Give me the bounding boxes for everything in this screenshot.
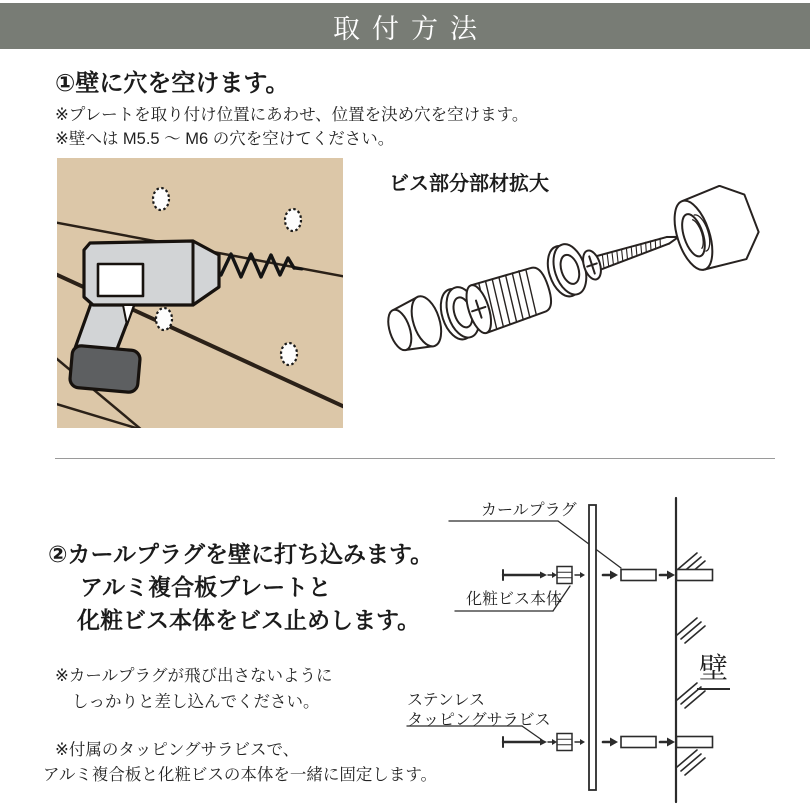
- bold-arrow: [610, 571, 618, 580]
- wall-label: 壁: [697, 646, 730, 690]
- bold-arrow: [667, 738, 675, 747]
- step2-heading-line1: ②カールプラグを壁に打ち込みます。: [48, 541, 434, 567]
- thin-arrow: [580, 572, 585, 578]
- threaded-screw-barrel: [462, 263, 556, 336]
- drill-into-wall-illustration: [57, 158, 343, 428]
- drill-battery: [69, 345, 140, 393]
- screw-body-box: [557, 734, 572, 751]
- step1-heading: ①壁に穴を空けます。: [55, 70, 290, 97]
- cap-part: [382, 293, 447, 358]
- wall-hatch-4: [677, 750, 705, 775]
- drill-label-plate: [98, 264, 143, 296]
- wall-installation-diagram: [400, 465, 810, 810]
- screw-body-label: 化粧ビス本体: [466, 591, 563, 608]
- curl-plug-shape: [621, 570, 656, 581]
- inserted-plug-shape: [677, 737, 713, 748]
- step1-note-1: ※プレートを取り付け位置にあわせ、位置を決め穴を空けます。: [55, 106, 529, 124]
- exploded-diagram-title: ビス部分部材拡大: [389, 173, 549, 195]
- thin-arrow: [580, 739, 585, 745]
- bold-arrow: [667, 571, 675, 580]
- tapping-screw-part: [580, 223, 683, 282]
- bold-arrow: [610, 738, 618, 747]
- step2-note1-line1: ※カールプラグが飛び出さないように: [55, 667, 333, 685]
- screw-parts-exploded-diagram: [378, 185, 792, 397]
- inserted-plug-shape: [677, 570, 713, 581]
- curl-plug-label: カールプラグ: [481, 502, 577, 519]
- section-divider: [55, 458, 775, 459]
- hole-mark-4: [281, 343, 297, 365]
- aluminum-plate: [589, 505, 596, 790]
- assembly-row-bottom: [503, 734, 713, 751]
- tapping-screw-label-line1: ステンレス: [407, 692, 486, 709]
- step1-note-2: ※壁へは M5.5 〜 M6 の穴を空けてください。: [55, 130, 395, 148]
- assembly-row-top: [503, 567, 713, 584]
- wall-hatch-2: [677, 618, 705, 643]
- hole-mark-3: [156, 308, 172, 330]
- step2-note2-line2: アルミ複合板と化粧ビスの本体を一緒に固定します。: [43, 766, 438, 784]
- hole-mark-2: [285, 209, 301, 231]
- step2-heading-line2: アルミ複合板プレートと: [80, 574, 332, 600]
- tapping-screw-label-line2: タッピングサラビス: [407, 712, 551, 729]
- step2-note2-line1: ※付属のタッピングサラビスで、: [55, 741, 300, 759]
- hole-mark-1: [153, 188, 169, 210]
- drill-bit-tip: [294, 268, 302, 269]
- screw-body-box: [557, 567, 572, 584]
- curl-plug-shape: [621, 737, 656, 748]
- page-title: 取付方法: [333, 13, 489, 44]
- step2-note1-line2: しっかりと差し込んでください。: [72, 693, 320, 711]
- header-bar: [0, 3, 810, 49]
- tapping-screw-label: [407, 691, 551, 731]
- step2-heading-line3: 化粧ビス本体をビス止めします。: [77, 607, 421, 633]
- screw-body-nut-part: [666, 185, 765, 277]
